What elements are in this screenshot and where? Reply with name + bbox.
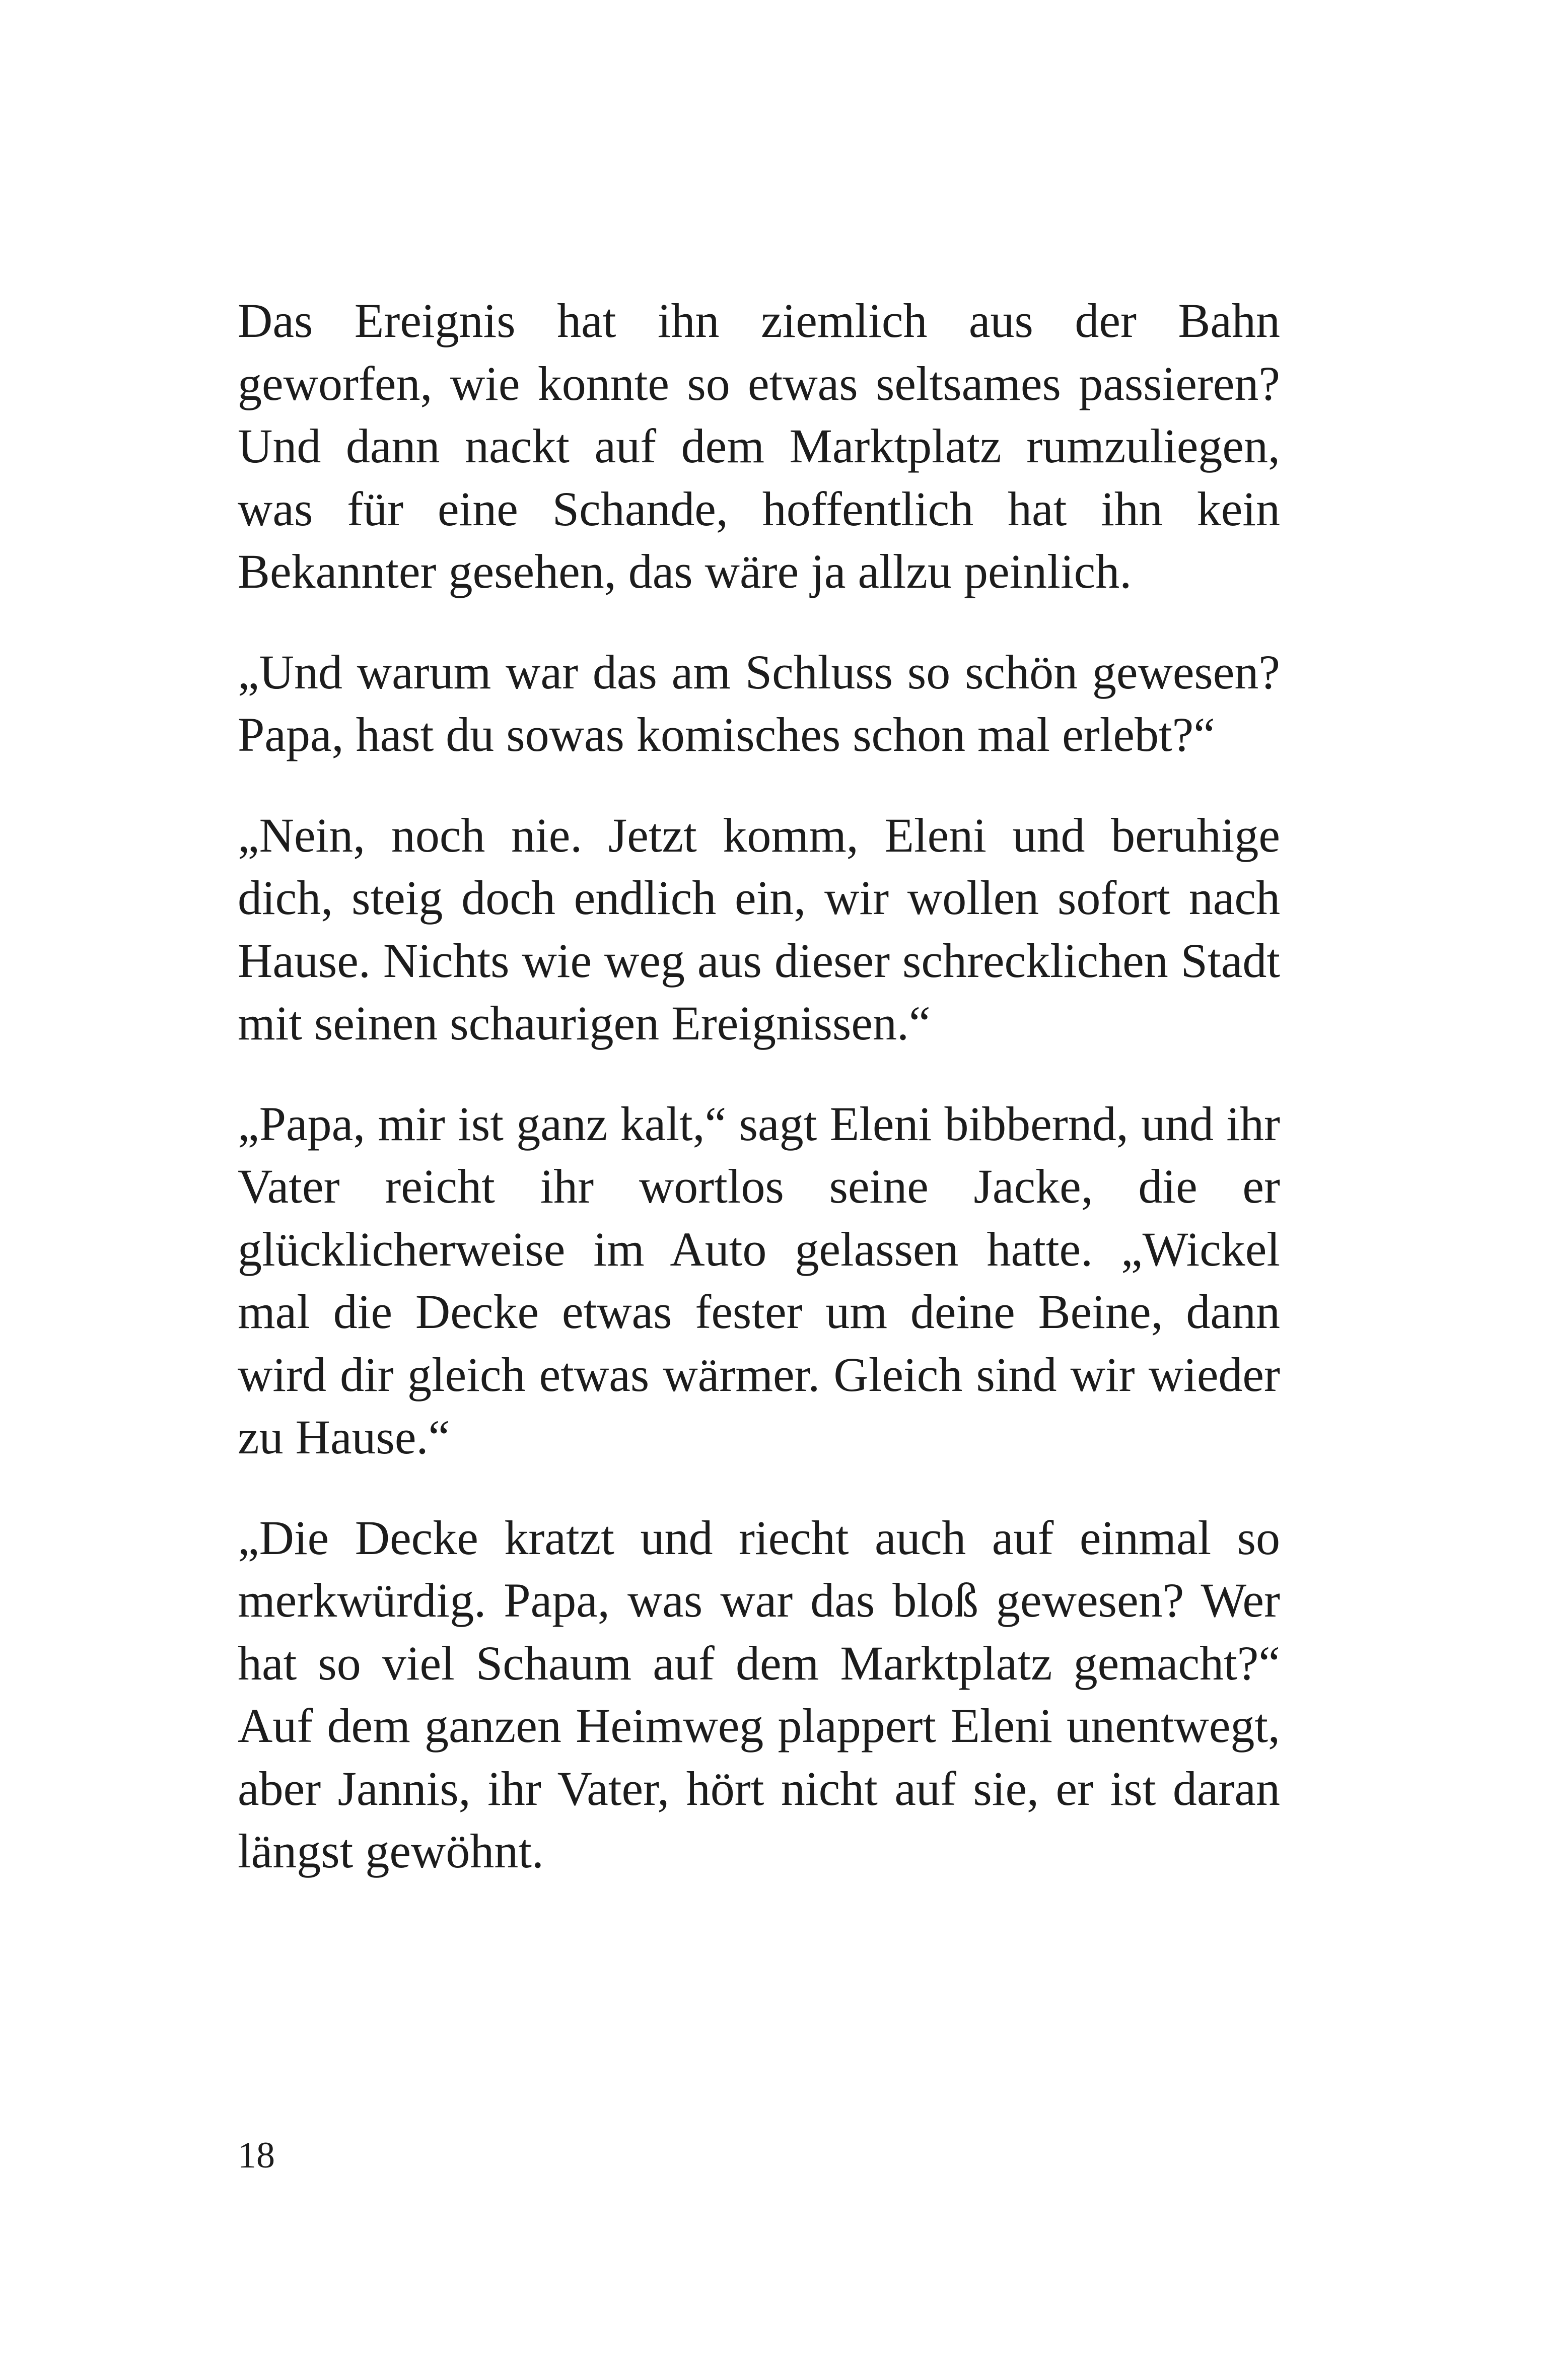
paragraph-3: „Nein, noch nie. Jetzt komm, Eleni und beruhige dich, steig doch endlich ein, wir wollen sofort nach Hause. Nichts wie weg aus dieser schrecklichen Stadt mit seinen schaurigen Ereignissen.“ bbox=[238, 808, 1280, 1050]
paragraph-4: „Papa, mir ist ganz kalt,“ sagt Eleni bibbernd, und ihr Vater reicht ihr wortlos seine Jacke, die er glücklicherweise im Auto gelassen hatte. „Wickel mal die Decke etwas fester um deine Beine, dann wird dir gleich etwas wärmer. Gleich sind wir wieder zu Hause.“ bbox=[238, 1096, 1280, 1464]
paragraph-1: Das Ereignis hat ihn ziemlich aus der Bahn geworfen, wie konnte so etwas seltsames passieren? Und dann nackt auf dem Marktplatz rumzuliegen, was für eine Schande, hoffentlich hat ihn kein Bekannter gesehen, das wäre ja allzu peinlich. bbox=[238, 294, 1280, 598]
body-text bbox=[238, 290, 1280, 1921]
page-number: 18 bbox=[238, 2135, 275, 2176]
paragraph-5: „Die Decke kratzt und riecht auch auf einmal so merkwürdig. Papa, was war das bloß gewesen? Wer hat so viel Schaum auf dem Marktplatz gemacht?“ Auf dem ganzen Heimweg plappert Eleni unentwegt, aber Jannis, ihr Vater, hört nicht auf sie, er ist daran längst gewöhnt. bbox=[238, 1510, 1280, 1878]
paragraph-2: „Und warum war das am Schluss so schön gewesen? Papa, hast du sowas komisches schon mal erlebt?“ bbox=[238, 645, 1280, 761]
